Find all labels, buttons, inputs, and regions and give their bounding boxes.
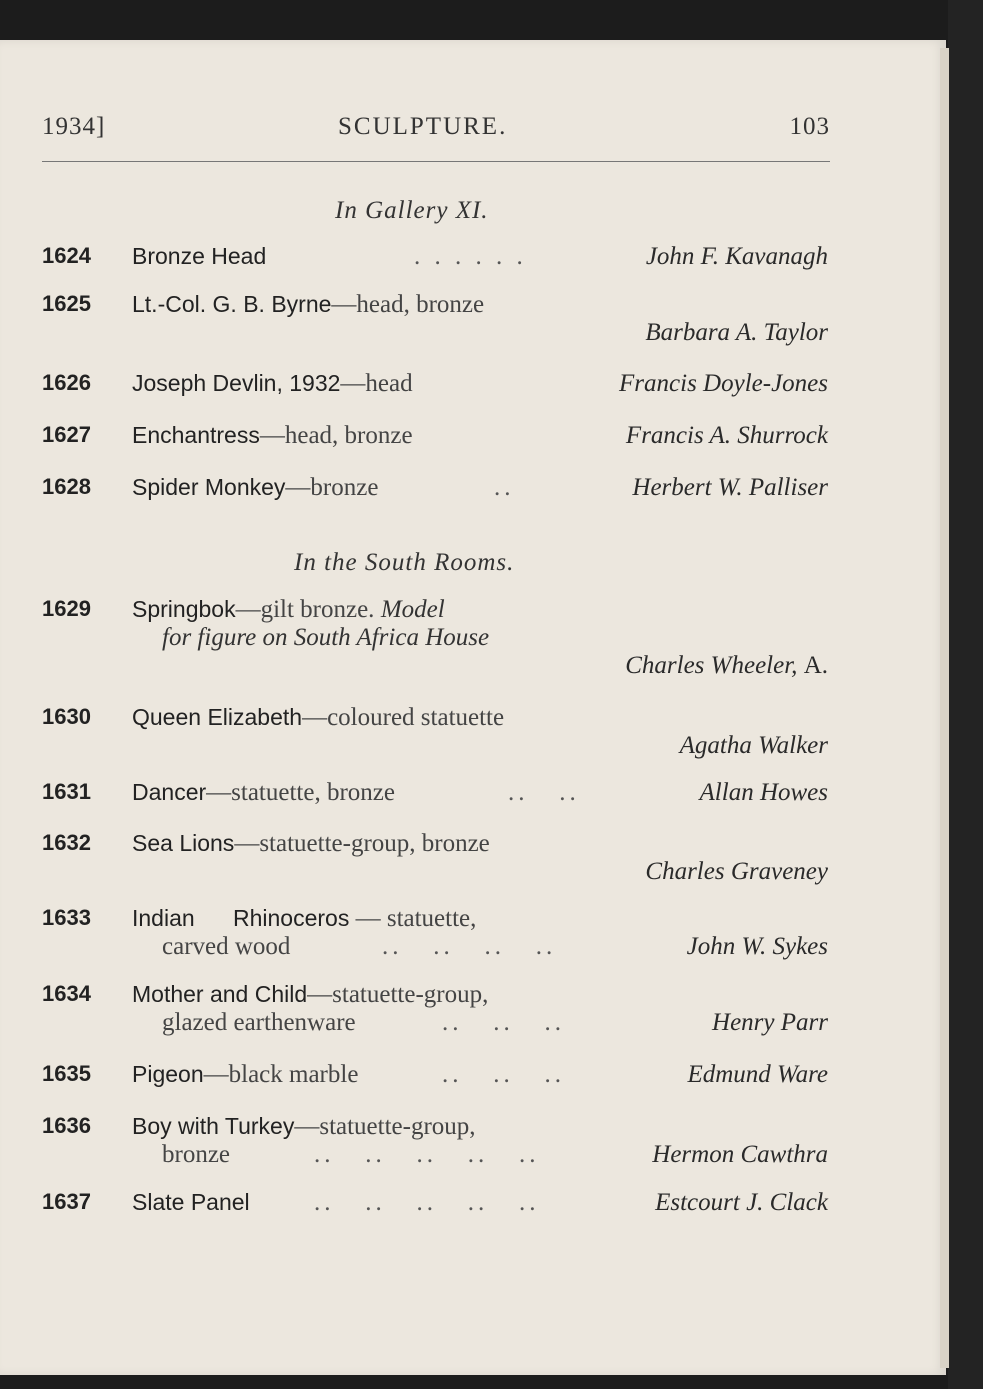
- entry-artist: John W. Sykes: [686, 933, 828, 960]
- entry-number: 1632: [42, 830, 91, 855]
- entry-number: 1630: [42, 704, 91, 729]
- entry-title: [132, 1113, 476, 1141]
- entry-artist: John F. Kavanagh: [645, 243, 828, 270]
- entry-number: 1631: [42, 779, 91, 804]
- catalogue-entry: [42, 830, 828, 886]
- entry-description: —bronze: [285, 474, 379, 501]
- section-heading-gallery: In Gallery XI.: [335, 197, 489, 224]
- entry-title-text: Lt.-Col. G. B. Byrne: [132, 291, 332, 317]
- catalogue-entry: [42, 704, 828, 760]
- entry-artist: Allan Howes: [699, 779, 828, 806]
- entry-description: —statuette-group,: [307, 981, 489, 1008]
- entry-title: [132, 596, 445, 624]
- entry-description: —black marble: [203, 1061, 359, 1088]
- catalogue-entry: [42, 474, 828, 502]
- entry-description: —statuette-group,: [294, 1113, 476, 1140]
- entry-description: —head: [340, 370, 413, 397]
- entry-number: 1624: [42, 243, 91, 268]
- entry-continuation: glazed earthenware: [162, 1009, 356, 1036]
- catalogue-entry: [42, 422, 828, 450]
- entry-number: 1627: [42, 422, 91, 447]
- catalogue-entry: [42, 596, 828, 680]
- entry-number: 1625: [42, 291, 91, 316]
- catalogue-entry: [42, 370, 828, 398]
- catalogue-entry: [42, 905, 828, 961]
- entry-title-text: Indian Rhinoceros: [132, 905, 350, 931]
- entry-title-text: Mother and Child: [132, 981, 308, 1007]
- entry-title: [132, 779, 395, 807]
- catalogue-entry: [42, 291, 828, 347]
- entry-title-text: Springbok: [132, 596, 236, 622]
- entry-continuation: for figure on South Africa House: [162, 624, 490, 651]
- entry-artist: [625, 652, 828, 680]
- catalogue-entry: [42, 981, 828, 1037]
- leader-dots: . . . . . .: [414, 243, 527, 270]
- background-surface: [948, 0, 983, 1389]
- catalogue-entry: [42, 1061, 828, 1089]
- entry-title-text: Joseph Devlin, 1932: [132, 370, 341, 396]
- leader-dots: .. .. ..: [442, 1061, 565, 1088]
- entry-description: — statuette,: [349, 905, 477, 932]
- entry-continuation: bronze: [162, 1141, 231, 1168]
- entry-number: 1629: [42, 596, 91, 621]
- entry-number: 1635: [42, 1061, 91, 1086]
- page-number: 103: [789, 113, 830, 140]
- entry-artist: Edmund Ware: [687, 1061, 828, 1088]
- entry-description: —statuette-group, bronze: [234, 830, 490, 857]
- entry-number: 1634: [42, 981, 91, 1006]
- entry-artist: Henry Parr: [712, 1009, 828, 1036]
- entry-description: —gilt bronze.: [235, 596, 375, 623]
- leader-dots: .. .. .. ..: [382, 933, 557, 960]
- entry-description: —head, bronze: [259, 422, 413, 449]
- entry-number: 1628: [42, 474, 91, 499]
- entry-description: —coloured statuette: [302, 704, 505, 731]
- entry-artist-name: Charles Wheeler,: [625, 652, 798, 679]
- catalogue-entry: [42, 243, 828, 271]
- entry-title-text: Enchantress: [132, 422, 260, 448]
- entry-description: —statuette, bronze: [206, 779, 395, 806]
- header-year: 1934]: [42, 113, 106, 140]
- entry-number: 1633: [42, 905, 91, 930]
- entry-artist: Francis A. Shurrock: [625, 422, 828, 449]
- leader-dots: .. .. ..: [442, 1009, 565, 1036]
- catalogue-entry: [42, 1113, 828, 1169]
- catalogue-entry: [42, 779, 828, 807]
- entry-title: [132, 830, 490, 858]
- page-edge: [940, 48, 949, 1368]
- entry-continuation: carved wood: [162, 933, 291, 960]
- entry-title-text: Pigeon: [132, 1061, 204, 1087]
- entry-artist: Barbara A. Taylor: [645, 319, 828, 346]
- entry-number: 1636: [42, 1113, 91, 1138]
- entry-title: [132, 474, 378, 502]
- entry-title: [132, 370, 413, 398]
- header-title: SCULPTURE.: [338, 113, 508, 140]
- entry-title: [132, 1061, 358, 1089]
- entry-title-text: Spider Monkey: [132, 474, 286, 500]
- entry-title: [132, 291, 484, 319]
- entry-title: [132, 981, 488, 1009]
- entry-artist: Agatha Walker: [679, 732, 828, 759]
- entry-artist-suffix: A.: [803, 652, 828, 679]
- leader-dots: .. .. .. .. ..: [314, 1141, 540, 1168]
- entry-artist: Francis Doyle-Jones: [619, 370, 828, 397]
- entry-title: [132, 422, 413, 450]
- entry-title-text: Dancer: [132, 779, 207, 805]
- running-header: [42, 113, 830, 153]
- entry-number: 1626: [42, 370, 91, 395]
- entry-number: 1637: [42, 1189, 91, 1214]
- leader-dots: .. .. .. .. ..: [314, 1189, 540, 1216]
- entry-artist: Charles Graveney: [645, 858, 828, 885]
- entry-title-text: Boy with Turkey: [132, 1113, 295, 1139]
- entry-description: —head, bronze: [331, 291, 485, 318]
- entry-title: Slate Panel: [132, 1189, 250, 1215]
- entry-artist: Estcourt J. Clack: [655, 1189, 828, 1216]
- entry-title-text: Queen Elizabeth: [132, 704, 303, 730]
- entry-title: [132, 704, 504, 732]
- leader-dots: ..: [494, 474, 515, 501]
- header-rule: [42, 161, 830, 162]
- entry-title-text: Sea Lions: [132, 830, 235, 856]
- entry-artist: Herbert W. Palliser: [632, 474, 828, 501]
- leader-dots: .. ..: [508, 779, 580, 806]
- entry-title: [132, 905, 476, 933]
- catalogue-entry: [42, 1189, 828, 1217]
- entry-title: Bronze Head: [132, 243, 267, 269]
- entry-description-italic: Model: [380, 596, 445, 623]
- section-heading-south-rooms: In the South Rooms.: [294, 549, 515, 576]
- entry-artist: Hermon Cawthra: [652, 1141, 828, 1168]
